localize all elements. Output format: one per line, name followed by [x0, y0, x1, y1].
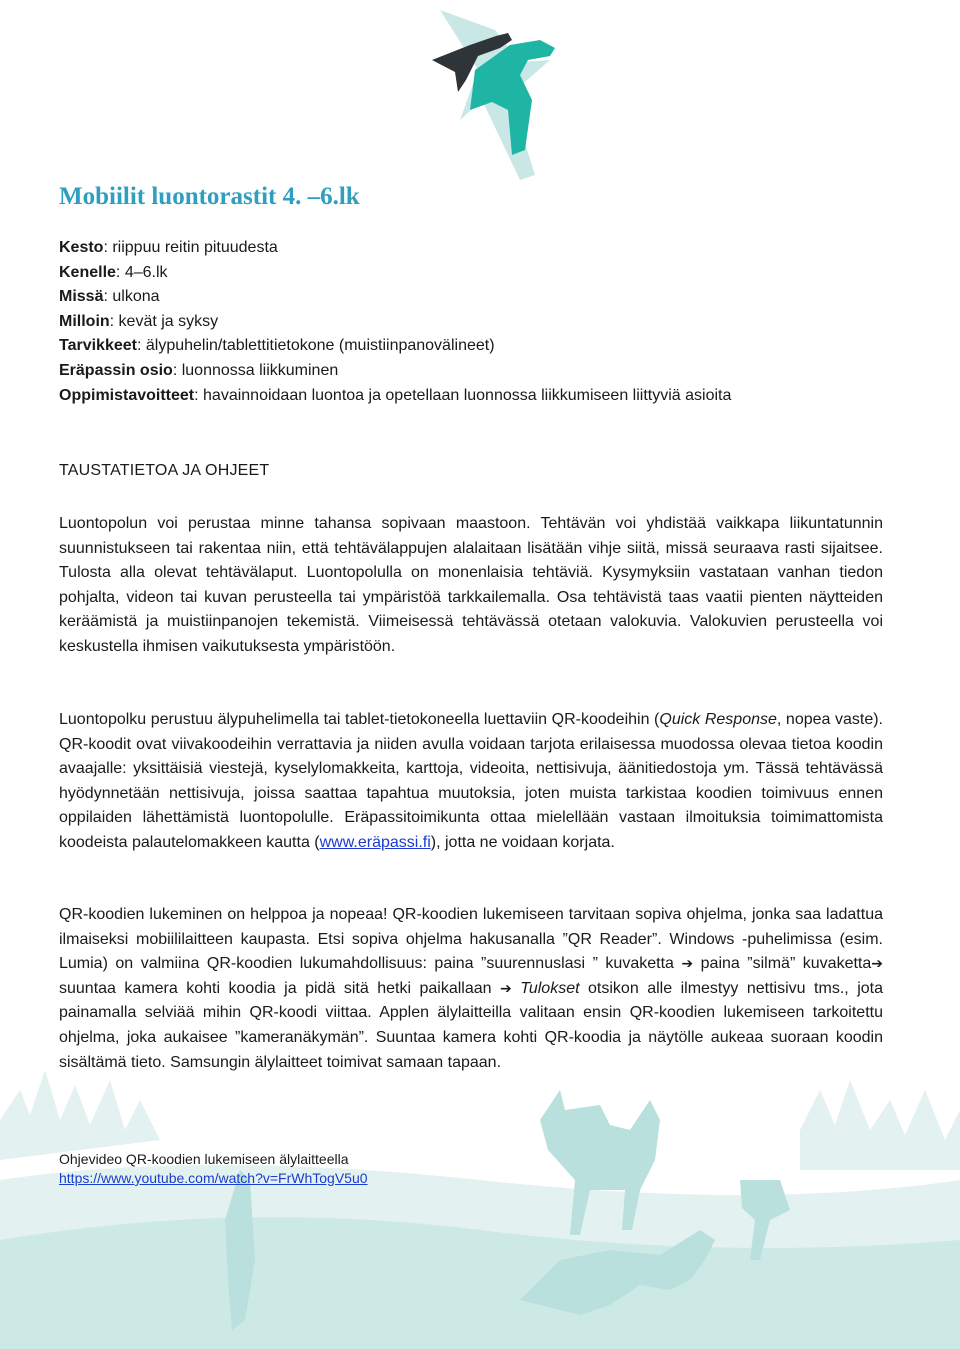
meta-label: Kesto: [59, 239, 104, 256]
arrow-right-icon: ➔: [500, 980, 512, 997]
video-label: Ohjevideo QR-koodien lukemiseen älylaitteella: [59, 1151, 349, 1167]
meta-label: Eräpassin osio: [59, 361, 173, 379]
meta-row-oppimistavoitteet: [59, 384, 731, 409]
meta-label: Oppimistavoitteet: [59, 386, 195, 404]
meta-value: : luonnossa liikkuminen: [172, 361, 339, 379]
text-span: ), jotta ne voidaan korjata.: [430, 833, 615, 851]
meta-value: : havainnoidaan luontoa ja opetellaan luonnossa liikkumiseen liittyviä asioita: [194, 386, 732, 404]
erapassi-link[interactable]: www.eräpassi.fi: [319, 833, 431, 851]
meta-row-kesto: [59, 236, 731, 261]
page-title: Mobiilit luontorastit 4. –6.lk: [59, 183, 360, 210]
meta-value: : riippuu reitin pituudesta: [103, 239, 278, 256]
meta-row-tarvikkeet: [59, 334, 731, 359]
meta-row-erapassin-osio: [59, 359, 731, 384]
meta-label: Milloin: [59, 312, 110, 330]
text-span: suuntaa kamera kohti koodia ja pidä sitä hetki paikallaan: [59, 979, 501, 997]
meta-value: : älypuhelin/tablettitietokone (muistiinpanovälineet): [136, 337, 495, 355]
meta-row-kenelle: [59, 261, 731, 286]
text-span: Luontopolku perustuu älypuhelimella tai tablet-tietokoneella luettaviin QR-koodeihin (: [59, 711, 660, 728]
text-span: paina ”silmä” kuvaketta: [693, 955, 872, 973]
paragraph-qr-reading: [59, 903, 883, 1075]
arrow-right-icon: ➔: [681, 956, 694, 973]
meta-row-missa: [59, 285, 731, 310]
paragraph-qr-intro: [59, 708, 883, 856]
flying-birds-logo-icon: [400, 0, 570, 185]
text-span: otsikon alle ilmestyy nettisivu tms., jota painamalla selviää mihin QR-koodi viittaa. Applen älylaitteilla valitaan ensin QR-koodien lukemiseen tarkoitettu ohjelma, joka aukaisee ”kameranäkymän”. Suuntaa kamera kohti QR-koodia ja näytölle aukeaa suoraan koodin sisältämä tieto. Samsungin älylaitteet toimivat samaan tapaan.: [59, 979, 883, 1071]
meta-value: : 4–6.lk: [115, 263, 168, 281]
italic-text: Tulokset: [520, 979, 580, 997]
video-reference: [59, 1150, 368, 1188]
text-span: , nopea vaste). QR-koodit ovat viivakoodeihin verrattavia ja niiden avulla voidaan tarjota erilaisessa muodossa olevaa tietoa koodin avaajalle: yksittäisiä viestejä, kyselylomakkeita, karttoja, videoita, nettisivuja, äänitiedostoja ym. Tässä tehtävässä hyödynnetään nettisivuja, joissa saattaa tapahtua muutoksia, joten muista tarkistaa koodien toimivuus ennen oppilaiden lähettämistä luontopolulle. Eräpassitoimikunta ottaa mielellään vastaan ilmoituksia toimimattomista koodeista palautelomakkeen kautta (: [59, 711, 884, 851]
text-span: QR-koodien lukeminen on helppoa ja nopeaa! QR-koodien lukemiseen tarvitaan sopiva ohjelma, jonka saa ladattua ilmaiseksi mobiililaitteen kaupasta. Etsi sopiva ohjelma hakusanalla ”QR Reader”. Windows -puhelimissa (esim. Lumia) on valmiina QR-koodien lukumahdollisuus: paina ”suurennuslasi ” kuvaketta: [59, 906, 883, 973]
youtube-link[interactable]: https://www.youtube.com/watch?v=FrWhTogV5u0: [59, 1170, 368, 1186]
arrow-right-icon: ➔: [871, 956, 884, 973]
nature-silhouette-icon: [0, 1030, 960, 1349]
italic-text: Quick Response: [659, 711, 777, 728]
paragraph-background: Luontopolun voi perustaa minne tahansa sopivaan maastoon. Tehtävän voi yhdistää vaikkapa liikuntatunnin suunnistukseen tai rakentaa niin, että tehtävälappujen alalaitaan lisätään vihje siitä, missä seuraava rasti sijaitsee. Tulosta alla olevat tehtävälaput. Luontopolulla on monenlaisia tehtäviä. Kysymyksiin vastataan vanhan tiedon pohjalta, videon tai kuvan perusteella tai ympäristöä tarkkailemalla. Osa tehtävistä taas vaatii pienten näytteiden keräämistä ja muistiinpanojen tekemistä. Viimeisessä tehtävässä otetaan valokuvia. Valokuvien perusteella voi keskustella ihmisen vaikutuksesta ympäristöön.: [59, 515, 883, 655]
meta-row-milloin: [59, 310, 731, 335]
meta-label: Missä: [59, 288, 104, 306]
meta-info: [59, 236, 731, 408]
meta-value: : kevät ja syksy: [109, 312, 219, 330]
meta-label: Tarvikkeet: [59, 337, 137, 355]
meta-value: : ulkona: [103, 288, 160, 306]
meta-label: Kenelle: [59, 263, 116, 281]
section-heading: TAUSTATIETOA JA OHJEET: [59, 462, 270, 479]
